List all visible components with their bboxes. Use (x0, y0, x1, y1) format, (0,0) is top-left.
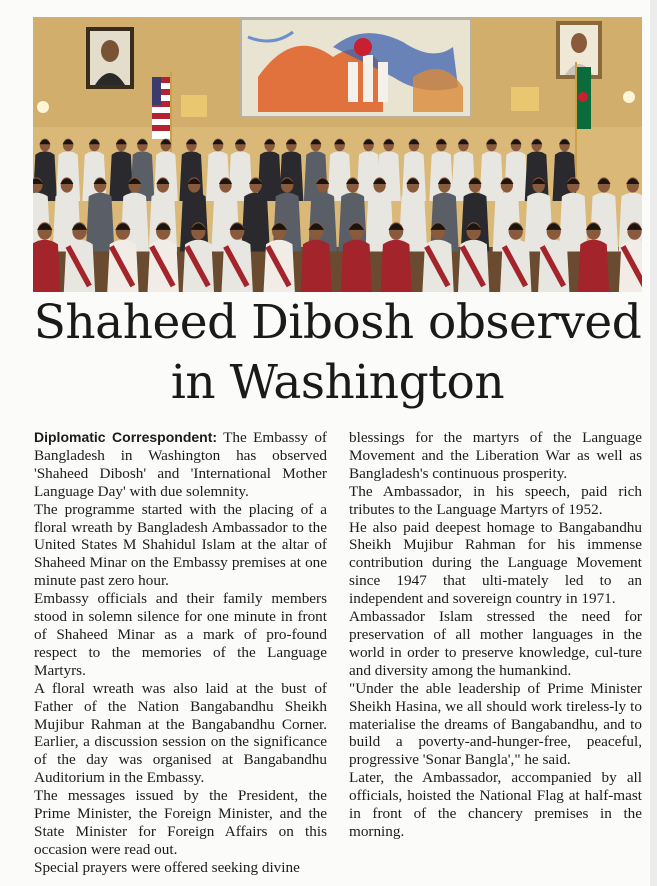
headline (33, 293, 642, 413)
paragraph: blessings for the martyrs of the Language Movement and the Liberation War as well as Bangladesh's continuous prosperity. (349, 429, 642, 482)
paragraph: Ambassador Islam stressed the need for preservation of all mother languages in the world in order to preserve knowledge, cul-ture and diversity among the humankind. (349, 608, 642, 679)
wall-lamp-left (37, 101, 49, 113)
paragraph: Special prayers were offered seeking divine (34, 858, 300, 876)
paragraph: Later, the Ambassador, accompanied by all officials, hoisted the National Flag at half-mast in front of the chancery premises in the morning. (349, 769, 642, 840)
paragraph: "Under the able leadership of Prime Minister Sheikh Hasina, we all should work tireless-ly to materialise the dreams of Bangabandhu, and to build a poverty-and-hunger-free, peaceful, progressive 'Sonar Bangla'," he said. (349, 679, 642, 769)
paragraph: The messages issued by the President, the Prime Minister, the Foreign Minister, and the State Minister for Foreign Affairs on this occasion were read out. (34, 787, 327, 858)
paragraph (34, 429, 327, 501)
group-photo (33, 17, 642, 292)
paragraph: He also paid deepest homage to Bangabandhu Sheikh Mujibur Rahman for his immense contribution during the Language Movement since 1947 that ulti-mately led to an independent and sovereign country in 1971. (349, 518, 642, 608)
headline-line-1: Shaheed Dibosh observed (33, 295, 642, 350)
headline-line-2: in Washington (170, 355, 505, 410)
wall-sign-left (181, 95, 207, 117)
paragraph-text: The Embassy of Bangladesh in Washington has observed 'Shaheed Dibosh' and 'International Mother Language Day' with due solemnity. (34, 429, 327, 500)
portrait-frame-left (86, 27, 134, 89)
article-column-right (349, 429, 642, 841)
language-day-mural (241, 19, 471, 117)
group-photo-illustration (33, 17, 642, 292)
page-edge (650, 0, 657, 886)
article-column-left (34, 429, 327, 877)
wall-lamp-right (623, 91, 635, 103)
byline: Diplomatic Correspondent: (34, 429, 218, 445)
wall-sign-right (511, 87, 539, 111)
paragraph: Embassy officials and their family members stood in solemn silence for one minute in front of Shaheed Minar as a mark of pro-found respect to the memories of the Language Martyrs. (34, 590, 327, 679)
paragraph: The programme started with the placing of a floral wreath by Bangladesh Ambassador to the United States M Shahidul Islam at the altar of Shaheed Minar on the Embassy premises at one minute past zero hour. (34, 500, 327, 590)
paragraph: A floral wreath was also laid at the bust of Father of the Nation Bangabandhu Sheikh Mujibur Rahman at the Bangabandhu Corner. Earlier, a discussion session on the significance of the day was organised at Bangabandhu Auditorium in the Embassy. (34, 679, 327, 787)
paragraph: The Ambassador, in his speech, paid rich tributes to the Language Martyrs of 1952. (349, 482, 642, 518)
